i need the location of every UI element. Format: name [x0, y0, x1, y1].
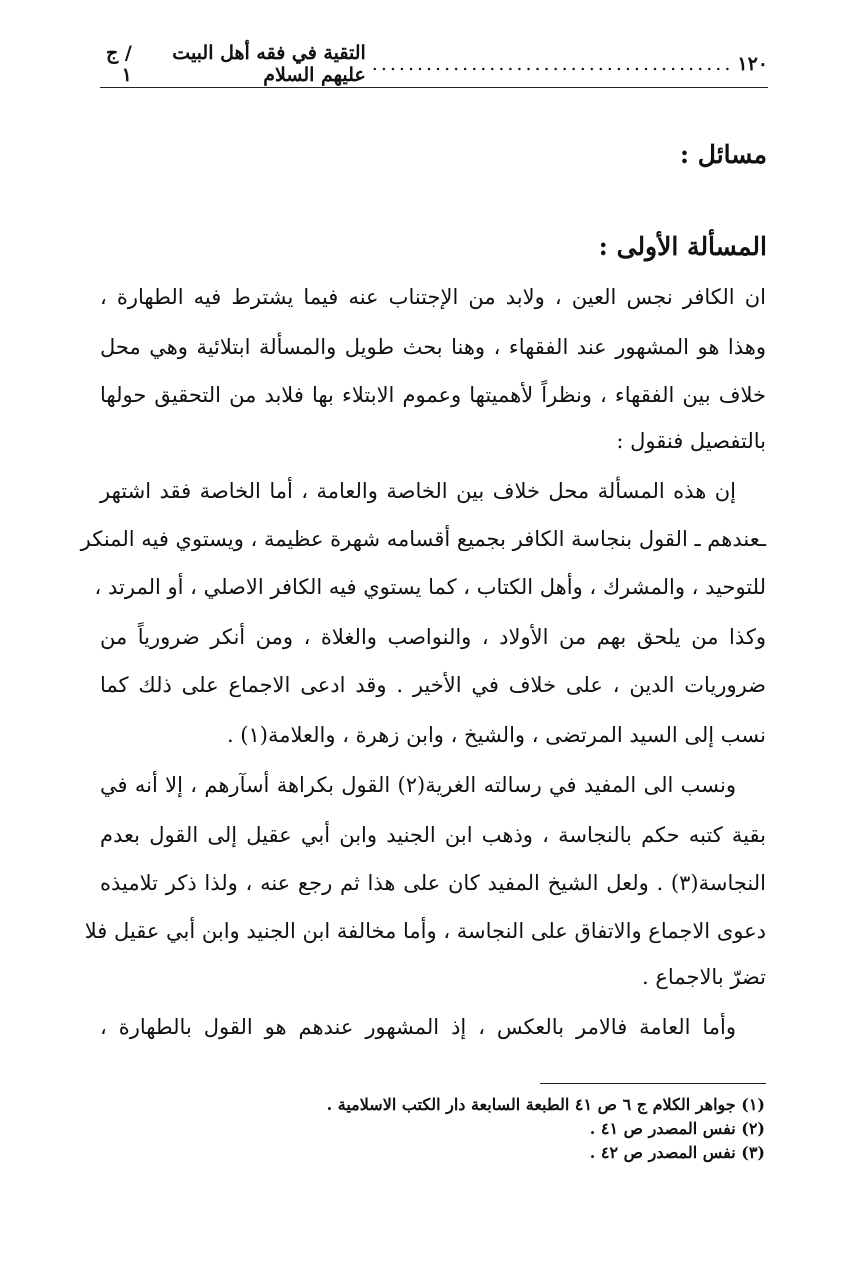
text-line: ان الكافر نجس العين ، ولابد من الإجتناب عنه فيما يشترط فيه الطهارة ، [100, 285, 766, 309]
text-line: ـعندهم ـ القول بنجاسة الكافر بجميع أقسامه شهرة عظيمة ، ويستوي فيه المنكر [80, 527, 766, 551]
text-line: دعوى الاجماع والاتفاق على النجاسة ، وأما مخالفة ابن الجنيد وابن أبي عقيل فلا [84, 919, 766, 943]
leader-dots: ........................................ [371, 53, 734, 75]
text-line: وهذا هو المشهور عند الفقهاء ، وهنا بحث طويل والمسألة ابتلائية وهي محل [100, 335, 766, 359]
footnote-3: (٣) نفس المصدر ص ٤٢ . [589, 1143, 765, 1162]
text-line: ضروريات الدين ، على خلاف في الأخير . وقد ادعى الاجماع على ذلك كما [100, 673, 766, 697]
text-line: خلاف بين الفقهاء ، ونظراً لأهميتها وعموم الابتلاء بها فلابد من التحقيق حولها [100, 383, 766, 407]
header-rule [100, 87, 768, 88]
text-line: وكذا من يلحق بهم من الأولاد ، والنواصب والغلاة ، ومن أنكر ضرورياً من [100, 625, 766, 649]
text-line: بالتفصيل فنقول : [616, 429, 766, 453]
text-line: تضرّ بالاجماع . [642, 965, 766, 989]
page-number: ١٢٠ [737, 53, 768, 75]
footnote-2: (٢) نفس المصدر ص ٤١ . [589, 1119, 765, 1138]
volume-label: / ج ١ [106, 42, 132, 86]
text-line: بقية كتبه حكم بالنجاسة ، وذهب ابن الجنيد وابن أبي عقيل إلى القول بعدم [100, 823, 766, 847]
running-header [100, 44, 768, 84]
text-line: إن هذه المسألة محل خلاف بين الخاصة والعامة ، أما الخاصة فقد اشتهر [100, 479, 736, 503]
text-line: وأما العامة فالامر بالعكس ، إذ المشهور عندهم هو القول بالطهارة ، [100, 1015, 736, 1039]
section-heading: مسائل : [679, 140, 767, 169]
book-title: التقية في فقه أهل البيت عليهم السلام [172, 42, 366, 86]
text-line: نسب إلى السيد المرتضى ، والشيخ ، وابن زهرة ، والعلامة(١) . [226, 723, 766, 747]
subsection-heading: المسألة الأولى : [598, 232, 767, 261]
text-line: للتوحيد ، والمشرك ، وأهل الكتاب ، كما يستوي فيه الكافر الاصلي ، أو المرتد ، [94, 575, 766, 599]
text-line: ونسب الى المفيد في رسالته الغرية(٢) القول بكراهة أسآرهم ، إلا أنه في [100, 773, 736, 797]
footnote-separator [540, 1083, 766, 1084]
footnote-1: (١) جواهر الكلام ج ٦ ص ٤١ الطبعة السابعة دار الكتب الاسلامية . [326, 1095, 765, 1114]
text-line: النجاسة(٣) . ولعل الشيخ المفيد كان على هذا ثم رجع عنه ، ولذا ذكر تلاميذه [100, 871, 766, 895]
